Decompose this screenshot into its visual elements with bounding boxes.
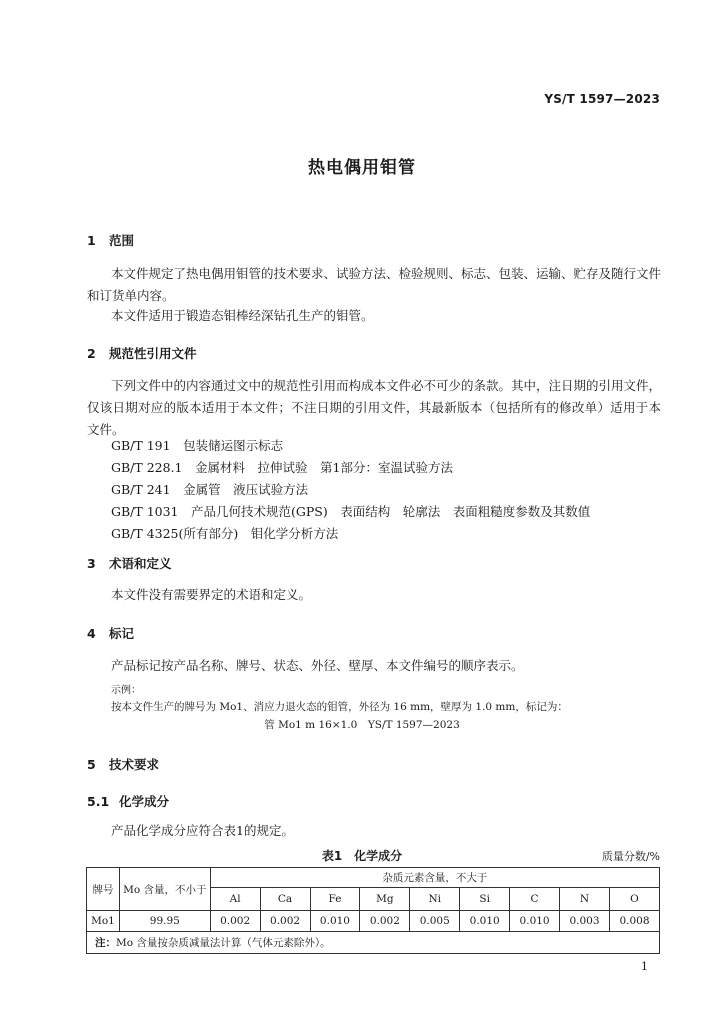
section-1-number: 1: [87, 233, 96, 248]
table-caption: 表1 化学成分: [321, 849, 403, 863]
reference-name: 钼化学分析方法: [250, 526, 339, 541]
reference-name: 产品几何技术规范(GPS) 表面结构 轮廓法 表面粗糙度参数及其数值: [191, 504, 591, 519]
table-note-text: Mo 含量按杂质减量法计算（气体元素除外）。: [116, 937, 331, 949]
cell-value: 0.010: [510, 911, 560, 932]
table-note-row: [87, 932, 660, 954]
section-2-number: 2: [87, 346, 96, 361]
element-header: Ca: [260, 888, 310, 911]
example-label: 示例：: [111, 685, 141, 696]
cell-value: 0.010: [460, 911, 510, 932]
section-4-number: 4: [87, 626, 96, 641]
cell-mo-content: 99.95: [119, 911, 210, 932]
section-5-1-title: 化学成分: [119, 794, 170, 809]
cell-value: 0.005: [410, 911, 460, 932]
column-header-impurity: 杂质元素含量，不大于: [210, 868, 659, 888]
page-number: 1: [641, 960, 648, 973]
section-5-heading: [87, 755, 159, 773]
section-5-1-paragraph-1: 产品化学成分应符合表1的规定。: [111, 823, 294, 838]
cell-grade: Mo1: [87, 911, 120, 932]
chemical-composition-table: [86, 867, 660, 954]
example-text: 按本文件生产的牌号为 Mo1、消应力退火态的钼管，外径为 16 mm，壁厚为 1.0 mm，标记为：: [111, 701, 568, 713]
reference-item: [111, 458, 453, 476]
reference-item: [111, 436, 283, 454]
element-header: Si: [460, 888, 510, 911]
cell-value: 0.002: [260, 911, 310, 932]
section-2-heading: [87, 344, 197, 362]
section-4-paragraph-1: 产品标记按产品名称、牌号、状态、外径、壁厚、本文件编号的顺序表示。: [111, 658, 524, 673]
reference-code: GB/T 4325(所有部分): [111, 526, 239, 541]
table-note-label: 注：: [95, 937, 116, 949]
document-title: 热电偶用钼管: [308, 158, 416, 178]
element-header: N: [560, 888, 610, 911]
cell-value: 0.002: [360, 911, 410, 932]
reference-name: 金属材料 拉伸试验 第1部分：室温试验方法: [195, 460, 453, 475]
column-header-mo-content: Mo 含量，不小于: [119, 868, 210, 911]
section-3-number: 3: [87, 556, 96, 571]
element-header: Ni: [410, 888, 460, 911]
section-4-heading: [87, 624, 134, 642]
table-unit: 质量分数/%: [601, 850, 660, 863]
reference-code: GB/T 191: [111, 438, 171, 453]
section-5-title: 技术要求: [109, 757, 160, 772]
section-5-1-number: 5.1: [87, 794, 110, 809]
example-mark: 管 Mo1 m 16×1.0 YS/T 1597—2023: [264, 719, 460, 731]
reference-code: GB/T 228.1: [111, 460, 183, 475]
standard-code: YS/T 1597—2023: [544, 92, 660, 106]
reference-name: 金属管 液压试验方法: [183, 482, 309, 497]
reference-name: 包装储运图示标志: [183, 438, 284, 453]
cell-value: 0.002: [210, 911, 260, 932]
element-header: Al: [210, 888, 260, 911]
section-2-title: 规范性引用文件: [109, 346, 197, 361]
element-header: O: [609, 888, 659, 911]
cell-value: 0.003: [560, 911, 610, 932]
section-3-title: 术语和定义: [109, 556, 172, 571]
table-header-row: [87, 868, 660, 888]
reference-item: [111, 502, 590, 520]
reference-code: GB/T 241: [111, 482, 171, 497]
section-3-paragraph-1: 本文件没有需要界定的术语和定义。: [111, 587, 312, 602]
reference-item: [111, 480, 308, 498]
element-header: Mg: [360, 888, 410, 911]
section-1-paragraph-2: 本文件适用于锻造态钼棒经深钻孔生产的钼管。: [111, 308, 374, 323]
section-5-1-heading: [87, 792, 169, 810]
table-note: [87, 932, 660, 954]
section-2-paragraph-1: 下列文件中的内容通过文中的规范性引用而构成本文件必不可少的条款。其中，注日期的引用文件，仅该日期对应的版本适用于本文件；不注日期的引用文件，其最新版本（包括所有的修改单）适用于本文件。: [87, 378, 662, 437]
section-5-number: 5: [87, 757, 96, 772]
reference-item: [111, 524, 338, 542]
section-4-title: 标记: [109, 626, 135, 641]
section-1-heading: [87, 231, 134, 249]
table-row: [87, 911, 660, 932]
reference-code: GB/T 1031: [111, 504, 179, 519]
section-1-title: 范围: [109, 233, 135, 248]
cell-value: 0.008: [609, 911, 659, 932]
element-header: Fe: [310, 888, 360, 911]
cell-value: 0.010: [310, 911, 360, 932]
section-3-heading: [87, 554, 172, 572]
column-header-grade: 牌号: [87, 868, 120, 911]
section-1-paragraph-1: 本文件规定了热电偶用钼管的技术要求、试验方法、检验规则、标志、包装、运输、贮存及随行文件和订货单内容。: [87, 266, 662, 303]
element-header: C: [510, 888, 560, 911]
